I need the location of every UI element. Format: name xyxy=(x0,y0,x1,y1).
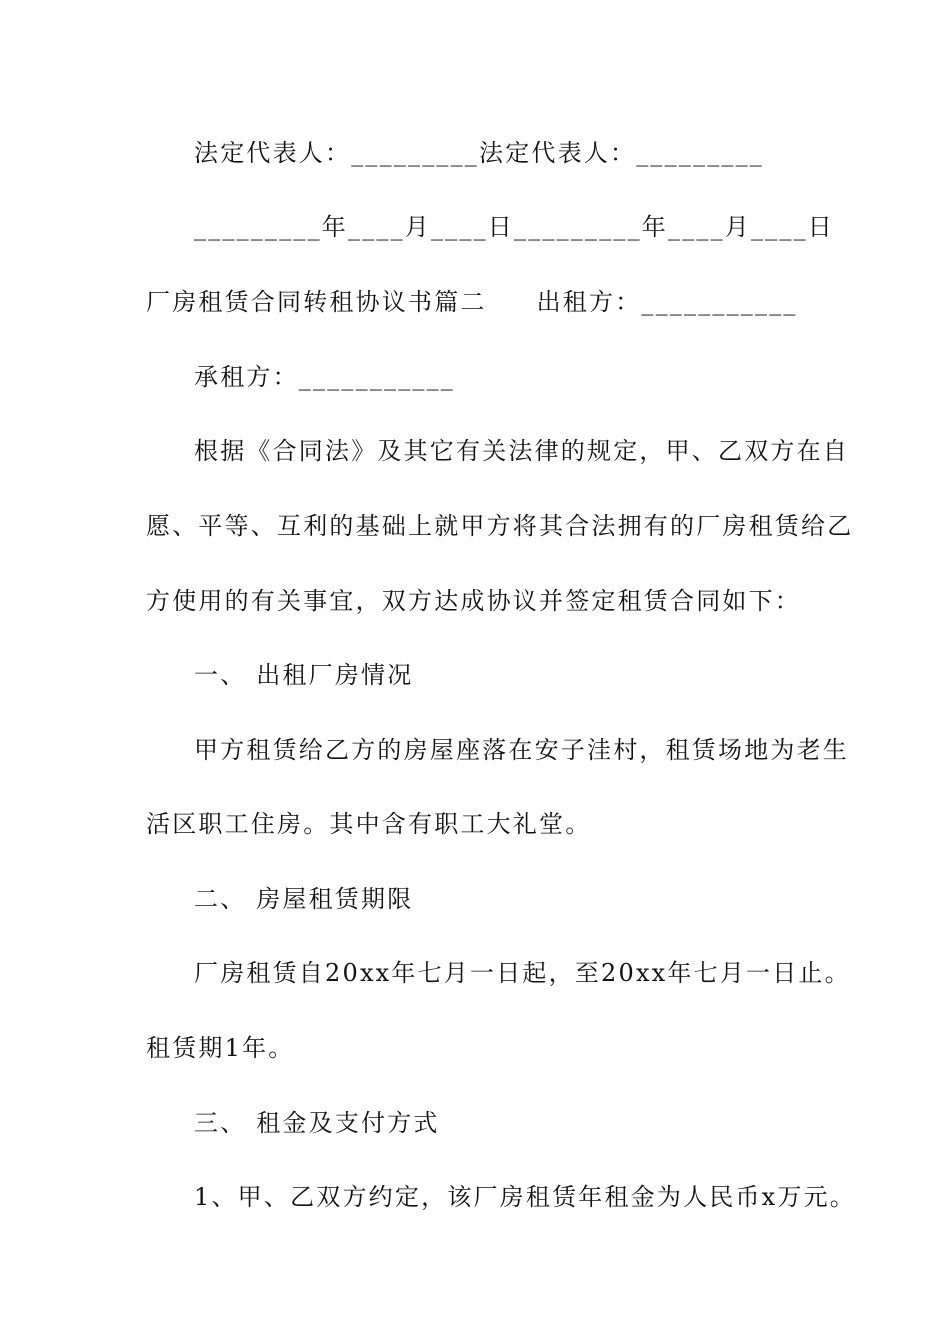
paragraph-line: 租赁期1年。 xyxy=(146,1034,295,1062)
lessee-line: 承租方：___________ xyxy=(194,363,455,391)
clause-heading: 三、 租金及支付方式 xyxy=(194,1109,440,1137)
clause-heading: 二、 房屋租赁期限 xyxy=(194,885,414,913)
paragraph-line: 1、甲、乙双方约定，该厂房租赁年租金为人民币x万元。 xyxy=(194,1183,857,1211)
paragraph-line: 愿、平等、互利的基础上就甲方将其合法拥有的厂房租赁给乙 xyxy=(146,512,854,540)
signature-representatives-line: 法定代表人：_________法定代表人：_________ xyxy=(194,139,764,167)
signature-date-line: _________年____月____日_________年____月____日 xyxy=(194,213,834,241)
paragraph-line: 根据《合同法》及其它有关法律的规定，甲、乙双方在自 xyxy=(194,437,849,465)
paragraph-line: 甲方租赁给乙方的房屋座落在安子洼村，租赁场地为老生 xyxy=(194,736,849,764)
document-section-title: 厂房租赁合同转租协议书篇二 xyxy=(146,288,487,316)
paragraph-line: 方使用的有关事宜，双方达成协议并签定租赁合同如下： xyxy=(146,587,801,615)
lessor-line: 出租方：___________ xyxy=(536,288,798,316)
clause-heading: 一、 出租厂房情况 xyxy=(194,661,414,689)
paragraph-line: 活区职工住房。其中含有职工大礼堂。 xyxy=(146,810,592,838)
section-title-row xyxy=(0,286,950,318)
paragraph-line: 厂房租赁自20xx年七月一日起，至20xx年七月一日止。 xyxy=(194,959,851,987)
